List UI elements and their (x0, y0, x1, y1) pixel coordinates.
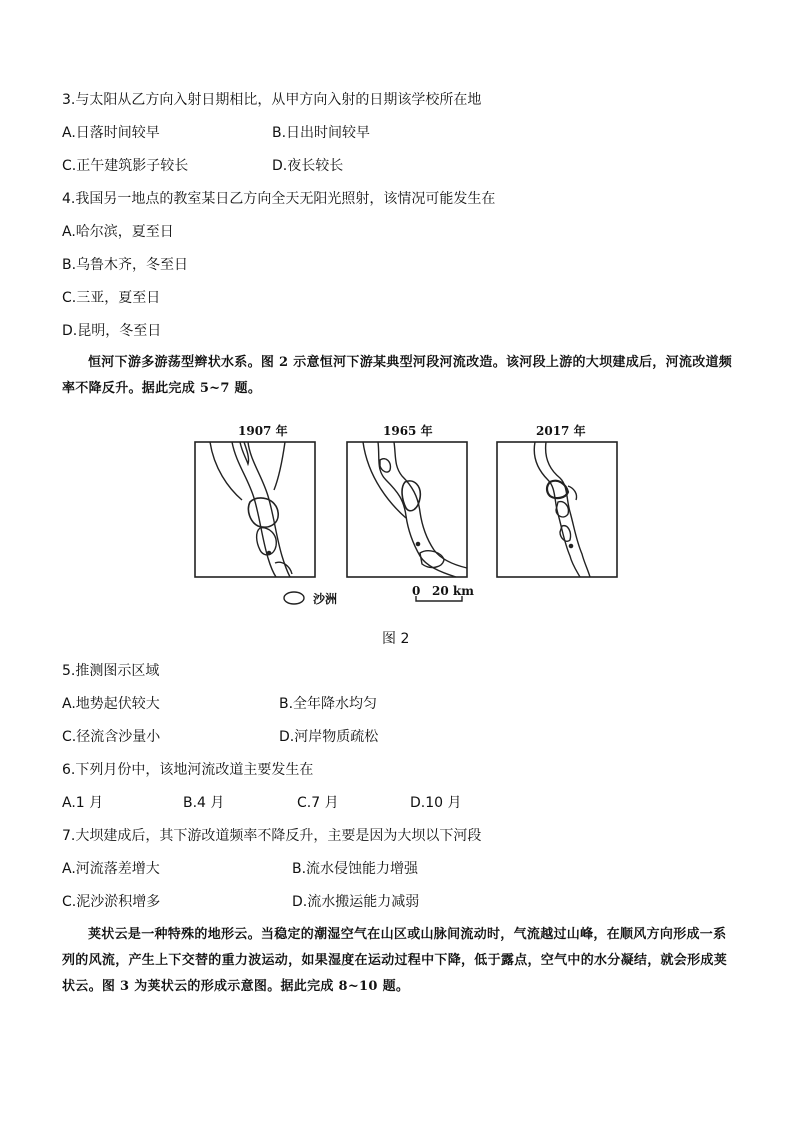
sandbar-legend-icon (284, 592, 304, 604)
map-panel-1907 (195, 442, 315, 577)
intro-ganges-text: 恒河下游多游荡型辫状水系。图 2 示意恒河下游某典型河段河流改造。该河段上游的大坝建成后，河流改道频率不降反升。据此完成 5~7 题。 (62, 355, 733, 396)
q5-option-b: B.全年降水均匀 (279, 696, 378, 712)
q6-option-b: B.4 月 (183, 795, 225, 811)
q4-option-b: B.乌鲁木齐，冬至日 (62, 257, 189, 273)
panel-label-1965: 1965 年 (383, 424, 433, 438)
q5-stem: 5.推测图示区域 (62, 663, 160, 679)
q3-option-b: B.日出时间较早 (272, 125, 371, 141)
q7-option-a: A.河流落差增大 (62, 861, 160, 877)
figure-2-river-maps (150, 418, 650, 613)
scale-end-label: 20 km (432, 584, 474, 598)
q3-option-d: D.夜长较长 (272, 158, 344, 174)
q4-option-a: A.哈尔滨，夏至日 (62, 224, 174, 240)
legend-sandbar-label: 沙洲 (313, 592, 338, 606)
river-maps-svg (150, 418, 650, 613)
q6-stem: 6.下列月份中，该地河流改道主要发生在 (62, 762, 314, 778)
q5-option-d: D.河岸物质疏松 (279, 729, 379, 745)
intro-lenticular-cloud-text: 荚状云是一种特殊的地形云。当稳定的潮湿空气在山区或山脉间流动时，气流越过山峰，在顺风方向形成一系列的风流，产生上下交替的重力波运动，如果湿度在运动过程中下降，低于露点，空气中的水分凝结，就会形成荚状云。图 3 为荚状云的形成示意图。据此完成 8~10 题。 (62, 927, 728, 994)
q4-option-d: D.昆明，冬至日 (62, 323, 162, 339)
q6-option-d: D.10 月 (410, 795, 462, 811)
scale-start-label: 0 (412, 584, 421, 598)
q7-option-d: D.流水搬运能力减弱 (292, 894, 420, 910)
q7-option-c: C.泥沙淤积增多 (62, 894, 161, 910)
q6-option-a: A.1 月 (62, 795, 104, 811)
panel-label-1907: 1907 年 (238, 424, 288, 438)
intro-ganges (62, 350, 734, 402)
intro-lenticular-cloud (62, 922, 734, 1000)
map-panel-1965 (347, 442, 467, 577)
q4-option-c: C.三亚，夏至日 (62, 290, 161, 306)
q7-option-b: B.流水侵蚀能力增强 (292, 861, 419, 877)
q3-stem: 3.与太阳从乙方向入射日期相比，从甲方向入射的日期该学校所在地 (62, 92, 482, 108)
q7-stem: 7.大坝建成后，其下游改道频率不降反升，主要是因为大坝以下河段 (62, 828, 482, 844)
q5-option-c: C.径流含沙量小 (62, 729, 161, 745)
q6-option-c: C.7 月 (297, 795, 339, 811)
q3-option-a: A.日落时间较早 (62, 125, 160, 141)
panel-label-2017: 2017 年 (536, 424, 586, 438)
map-panel-2017 (497, 442, 617, 577)
q5-option-a: A.地势起伏较大 (62, 696, 160, 712)
q3-option-c: C.正午建筑影子较长 (62, 158, 189, 174)
q4-stem: 4.我国另一地点的教室某日乙方向全天无阳光照射，该情况可能发生在 (62, 191, 496, 207)
figure-2-caption: 图 2 (382, 631, 410, 647)
